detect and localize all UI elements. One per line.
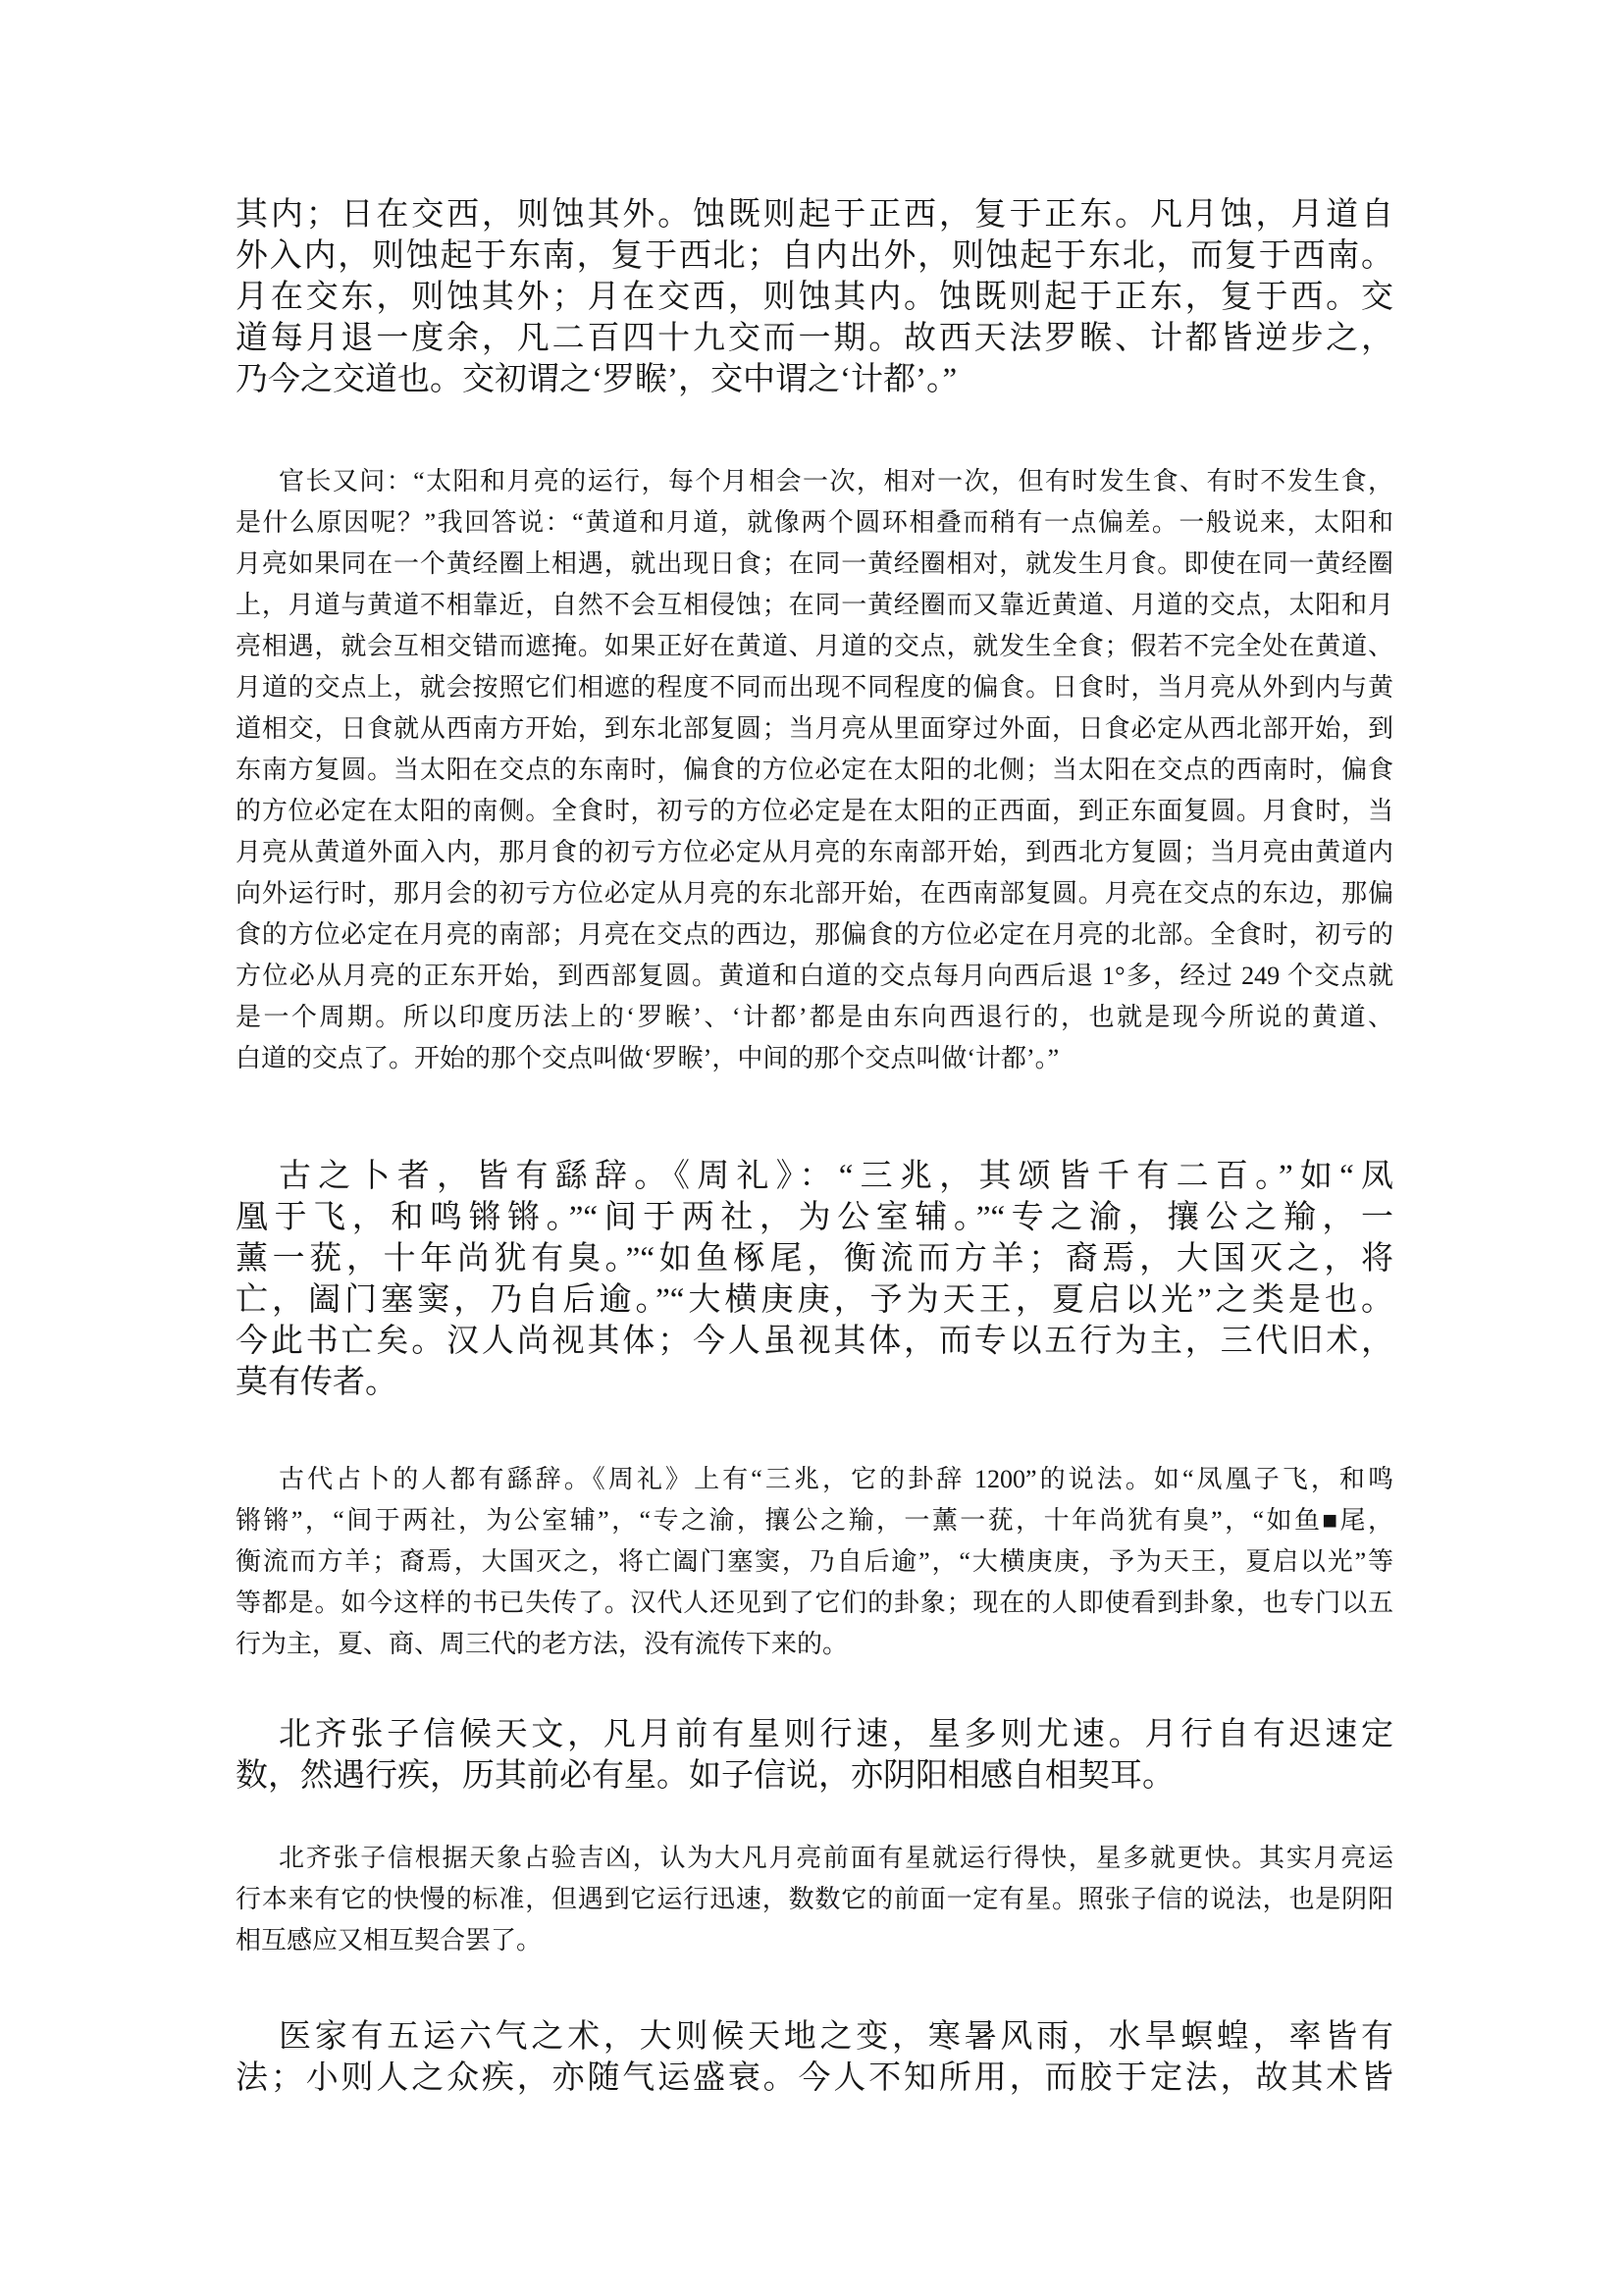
text-line: 是一个周期。所以印度历法上的‘罗睺’、‘计都’都是由东向西退行的，也就是现今所说的黄道、 [236,1003,1393,1031]
text-line: 锵锵”，“间于两社，为公室辅”，“专之渝，攘公之羭，一薰一莸，十年尚犹有臭”，“如鱼■尾， [236,1506,1393,1535]
text-line: 上，月道与黄道不相靠近，自然不会互相侵蚀；在同一黄经圈而又靠近黄道、月道的交点，太阳和月 [236,591,1393,619]
text-line: 凰于飞，和鸣锵锵。”“间于两社，为公室辅。”“专之渝，攘公之羭，一 [236,1200,1393,1235]
classical-paragraph [236,1714,1393,1797]
text-line: 薰一莸，十年尚犹有臭。”“如鱼椓尾，衡流而方羊；裔焉，大国灭之，将 [236,1241,1393,1277]
classical-paragraph [236,1156,1393,1403]
text-line: 数，然遇行疾，历其前必有星。如子信说，亦阴阳相感自相契耳。 [236,1758,1175,1794]
text-line: 官长又问：“太阳和月亮的运行，每个月相会一次，相对一次，但有时发生食、有时不发生食， [279,467,1393,495]
text-line: 月道的交点上，就会按照它们相遮的程度不同而出现不同程度的偏食。日食时，当月亮从外到内与黄 [236,673,1393,702]
text-line: 行本来有它的快慢的标准，但遇到它运行迅速，数数它的前面一定有星。照张子信的说法，也是阴阳 [236,1885,1393,1913]
text-line: 衡流而方羊；裔焉，大国灭之，将亡阖门塞窦，乃自后逾”，“大横庚庚，予为天王，夏启以光”等 [236,1547,1393,1576]
text-line: 法；小则人之众疾，亦随气运盛衰。今人不知所用，而胶于定法，故其术皆 [236,2060,1393,2096]
text-line: 方位必从月亮的正东开始，到西部复圆。黄道和白道的交点每月向西后退 1°多，经过 249 个交点就 [236,962,1393,990]
text-line: 莫有传者。 [236,1365,397,1400]
text-line: 行为主，夏、商、周三代的老方法，没有流传下来的。 [236,1630,849,1658]
text-line: 北齐张子信候天文，凡月前有星则行速，星多则尤速。月行自有迟速定 [279,1717,1393,1752]
text-line: 白道的交点了。开始的那个交点叫做‘罗睺’，中间的那个交点叫做‘计都’。” [236,1044,1060,1072]
text-line: 今此书亡矣。汉人尚视其体；今人虽视其体，而专以五行为主，三代旧术， [236,1324,1393,1359]
text-line: 月亮如果同在一个黄经圈上相遇，就出现日食；在同一黄经圈相对，就发生月食。即使在同一黄经圈 [236,549,1393,578]
text-line: 外入内，则蚀起于东南，复于西北；自内出外，则蚀起于东北，而复于西南。 [236,238,1393,274]
text-line: 北齐张子信根据天象占验吉凶，认为大凡月亮前面有星就运行得快，星多就更快。其实月亮运 [279,1844,1393,1872]
translation-paragraph [236,461,1393,1079]
text-line: 亮相遇，就会互相交错而遮掩。如果正好在黄道、月道的交点，就发生全食；假若不完全处在黄道、 [236,632,1393,660]
classical-paragraph [236,194,1393,400]
text-line: 道每月退一度余，凡二百四十九交而一期。故西天法罗睺、计都皆逆步之， [236,321,1393,356]
text-line: 乃今之交道也。交初谓之‘罗睺’，交中谓之‘计都’。” [236,362,958,397]
translation-paragraph [236,1838,1393,1961]
text-line: 亡，阖门塞窦，乃自后逾。”“大横庚庚，予为天王，夏启以光”之类是也。 [236,1282,1393,1318]
text-line: 相互感应又相互契合罢了。 [236,1926,543,1955]
text-line: 古之卜者，皆有繇辞。《周礼》：“三兆，其颂皆千有二百。”如“凤 [279,1159,1393,1194]
text-line: 月亮从黄道外面入内，那月食的初亏方位必定从月亮的东南部开始，到西北方复圆；当月亮由黄道内 [236,838,1393,866]
text-line: 东南方复圆。当太阳在交点的东南时，偏食的方位必定在太阳的北侧；当太阳在交点的西南时，偏食 [236,756,1393,784]
translation-paragraph [236,1459,1393,1665]
document-body [236,194,1393,2099]
classical-paragraph [236,2016,1393,2099]
text-line: 其内；日在交西，则蚀其外。蚀既则起于正西，复于正东。凡月蚀，月道自 [236,197,1393,233]
text-line: 道相交，日食就从西南方开始，到东北部复圆；当月亮从里面穿过外面，日食必定从西北部开始，到 [236,714,1393,743]
text-line: 食的方位必定在月亮的南部；月亮在交点的西边，那偏食的方位必定在月亮的北部。全食时，初亏的 [236,920,1393,949]
text-line: 等都是。如今这样的书已失传了。汉代人还见到了它们的卦象；现在的人即使看到卦象，也专门以五 [236,1589,1393,1617]
text-line: 古代占卜的人都有繇辞。《周礼》上有“三兆，它的卦辞 1200”的说法。如“凤凰子飞，和鸣 [279,1465,1393,1493]
text-line: 是什么原因呢？”我回答说：“黄道和月道，就像两个圆环相叠而稍有一点偏差。一般说来，太阳和 [236,508,1393,537]
text-line: 的方位必定在太阳的南侧。全食时，初亏的方位必定是在太阳的正西面，到正东面复圆。月食时，当 [236,797,1393,825]
text-line: 向外运行时，那月会的初亏方位必定从月亮的东北部开始，在西南部复圆。月亮在交点的东边，那偏 [236,879,1393,908]
text-line: 医家有五运六气之术，大则候天地之变，寒暑风雨，水旱螟蝗，率皆有 [279,2019,1393,2055]
text-line: 月在交东，则蚀其外；月在交西，则蚀其内。蚀既则起于正东，复于西。交 [236,280,1393,315]
